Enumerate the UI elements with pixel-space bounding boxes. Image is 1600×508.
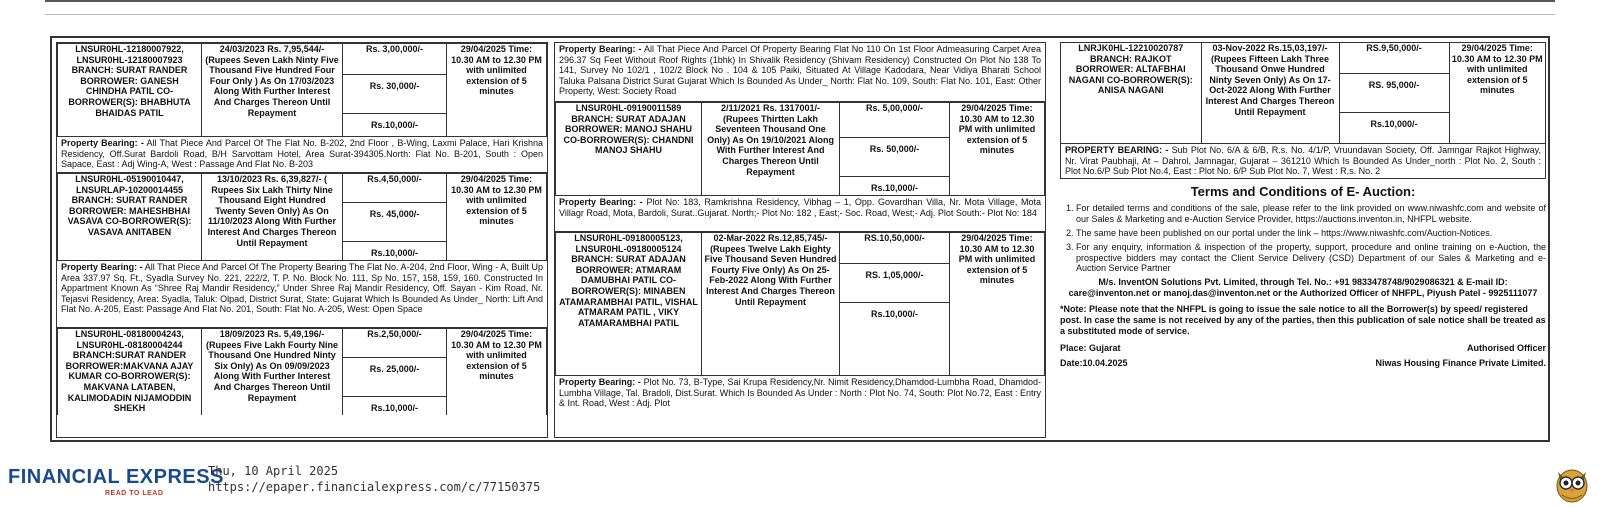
property-bearing-label: Property Bearing: -: [559, 377, 641, 387]
property-bearing-top: [555, 43, 1045, 102]
logo-tagline: READ TO LEAD: [105, 490, 164, 497]
bid-increment: Rs.10,000/-: [1370, 119, 1418, 129]
loan-row-5: [555, 232, 1045, 376]
amount-cell: [840, 233, 950, 376]
reserve-price: Rs.4,50,000/-: [343, 174, 446, 203]
company-name: Niwas Housing Finance Private Limited.: [1375, 357, 1546, 368]
loan-details: LNSUR0HL-08180004243, LNSUR0HL-08180004244 BRANCH:SURAT RANDER BORROWER:MAKVANA AJAY KUMAR CO-BORROWER(S): MAKVANA LATABEN, KALIMODADIN NIJAMODDIN SHEKH: [58, 329, 202, 416]
loan-block-6: [1060, 42, 1546, 179]
property-text: All That Piece And Parcel Of The Flat No. B-202, 2nd Floor , B-Wing, Laxmi Palace, Hari Krishna Residency, Off.Surat Bardoli Road, B/H Sarvottam Hotel, Area Surat-394305.North: Flat No. B-201, South : Open Sapace, East : Adj Wing-A, West : Passage And Flat No. B-203: [61, 138, 543, 170]
bid-increment: Rs.10,000/-: [370, 248, 419, 258]
property-bearing-1: [57, 137, 547, 173]
reserve-price: Rs. 3,00,000/-: [343, 44, 446, 75]
bid-increment: Rs.10,000/-: [370, 120, 419, 130]
loan-row-3: [57, 328, 547, 415]
contact-info: M/s. InventON Solutions Pvt. Limited, through Tel. No.: +91 9833478748/9029086321 & E-mail ID: care@inventon.net or manoj.das@inventon.net or the Authorized Officer of NHFPL, Piyush Patel - 9925111077: [1068, 277, 1538, 299]
auction-time: 29/04/2025 Time: 10.30 AM to 12.30 PM with unlimited extension of 5 minutes: [447, 329, 547, 416]
loan-row-1: [57, 43, 547, 137]
epaper-footer: [0, 460, 1600, 508]
amount-cell: [343, 329, 447, 416]
edition-date: Thu, 10 April 2025: [208, 464, 339, 478]
amount-cell: [1339, 43, 1449, 143]
emd: Rs. 30,000/-: [343, 75, 446, 114]
top-rule-thin: [45, 14, 1555, 15]
property-bearing-label: PROPERTY BEARING: -: [1065, 145, 1169, 155]
auction-time: 29/04/2025 Time: 10.30 AM to 12.30 PM with unlimited extension of 5 minutes: [447, 174, 547, 261]
demand-notice: 13/10/2023 Rs. 6,39,827/- ( Rupees Six Lakh Thirty Nine Thousand Eight Hundred Twenty Seven Only) As On 11/10/2023 Along With Further Interest And Charges Thereon Until Repayment: [202, 174, 343, 261]
signatory: Authorised Officer: [1466, 343, 1546, 354]
loan-details: LNSUR0HL-05190010447, LNSURLAP-10200014455 BRANCH: SURAT RANDER BORROWER: MAHESHBHAI VASAVA CO-BORROWER(S): VASAVA ANITABEN: [58, 174, 202, 261]
notice-date: Date:10.04.2025: [1060, 357, 1128, 368]
term-item: 3. For any enquiry, information & inspection of the property, support, procedure and online training on e-Auction, the prospective bidders may contact the Client Service Delivery (CSD) Department of our Sales & Marketing and e-Auction Service Partner: [1076, 242, 1546, 274]
emd: RS. 95,000/-: [1340, 74, 1449, 113]
emd: RS. 1,05,000/-: [840, 264, 949, 303]
auction-notice-frame: [50, 36, 1550, 442]
sign-row-2: [1060, 358, 1546, 369]
column-3: [1060, 42, 1546, 438]
owl-icon: [1552, 462, 1592, 504]
column-1: [56, 42, 548, 438]
sign-row-1: [1060, 343, 1546, 354]
loan-details: LNSUR0HL-09180005123, LNSUR0HL-09180005124 BRANCH: SURAT ADAJAN BORROWER: ATMARAM DAMUBHAI PATIL CO-BORROWER(S): MINABEN ATAMARAMBHAI PATIL, VISHAL ATMARAM PATIL , VIKY ATAMARAMBHAI PATIL: [556, 233, 702, 376]
amount-cell: [840, 103, 950, 196]
property-text: All That Piece And Parcel Of The Property Bearing The Flat No. A-204, 2nd Floor, Wing - A, Built Up Area 337.97 Sq. Ft., Syadla Survey No. 221, 222/2, T. P. No. Block No. 111, Sp No. 157, 158, 159, 160. Constructed In Appartment Known As “Shree Raj Mandir Residency,” Under Shree Raj Mandir Residency, Off. Sayan - Kim Road, Nr. Tejasvi Residency, Area: Syadla, Taluk: Olpad, District Surat, State: Gujarat Which Is Bounded As Under_ North: Lift And Flat No. A-205, East: Passage And Flat No. 201, South: Flat No. A-205, West: Open Space: [61, 262, 543, 315]
reserve-price: RS.9,50,000/-: [1340, 43, 1449, 74]
term-item: 1. For detailed terms and conditions of the sale, please refer to the link provided on www.niwashfc.com and website of our Sales & Marketing and e-Auction Service Provider, https://auctions.inventon.in, NHFPL website.: [1076, 203, 1546, 225]
property-bearing-6: [1061, 143, 1545, 178]
property-bearing-label: Property Bearing: -: [61, 138, 144, 148]
terms-title: Terms and Conditions of E- Auction:: [1190, 183, 1416, 199]
column-2: [554, 42, 1046, 438]
demand-notice: 24/03/2023 Rs. 7,95,544/- (Rupees Seven Lakh Ninty Five Thousand Five Hundred Four Four Only ) As On 17/03/2023 Along With Further Interest And Charges Thereon Until Repayment: [202, 44, 343, 137]
term-item: 2. The same have been published on our portal under the link – https://www.niwashfc.com/Auction-Notices.: [1076, 228, 1546, 239]
amount-cell: [343, 44, 447, 137]
property-bearing-label: Property Bearing: -: [559, 197, 643, 207]
demand-notice: 2/11/2021 Rs. 1317001/- (Rupees Thirtten Lakh Seventeen Thousand One Only) As On 19/10/2021 Along With Further Interest And Charges Thereon Until Repayment: [702, 103, 840, 196]
bid-increment: Rs.10,000/-: [870, 183, 919, 193]
property-text: Plot No. 73, B-Type, Sai Krupa Residency,Nr. Nimit Residency,Dhamdod-Lumbha Road, Dhamdod-Lumbha Village, Tal. Bradoli, Dist.Surat. Which Is Bounded As Under : North : Plot No. 74, South: Plot No.72, East : Entry & Int. Road, West : Adj. Plot: [559, 377, 1041, 409]
loan-row-4: [555, 102, 1045, 196]
reserve-price: Rs.2,50,000/-: [343, 329, 446, 358]
epaper-url[interactable]: https://epaper.financialexpress.com/c/77150375: [208, 480, 541, 494]
service-note: *Note: Please note that the NHFPL is going to issue the sale notice to all the Borrower(s) by speed/ registered post. In case the same is not received by any of the parties, then this publication of sale notice shall be treated as a substituted mode of service.: [1060, 304, 1546, 337]
property-bearing-4: [555, 196, 1045, 232]
reserve-price: RS.10,50,000/-: [840, 233, 949, 264]
terms-list: [1060, 203, 1546, 274]
emd: Rs. 25,000/-: [343, 358, 446, 397]
emd: Rs. 45,000/-: [343, 203, 446, 242]
loan-row-2: [57, 173, 547, 261]
loan-details: LNSUR0HL-12180007922, LNSUR0HL-12180007923 BRANCH: SURAT RANDER BORROWER: GANESH CHINDHA PATIL CO-BORROWER(S): BHABHUTA BHAIDAS PATIL: [58, 44, 202, 137]
demand-notice: 02-Mar-2022 Rs.12,85,745/- (Rupees Twelve Lakh Eighty Five Thousand Seven Hundred Fourty Five Only) As On 25-Feb-2022 Along With Further Interest And Charges Thereon Until Repayment: [702, 233, 840, 376]
auction-time: 29/04/2025 Time: 10.30 AM to 12.30 PM with unlimited extension of 5 minutes: [447, 44, 547, 137]
bid-increment: Rs.10,000/-: [370, 403, 419, 413]
property-text: All That Piece And Parcel Of Property Bearing Flat No 110 On 1st Floor Admeasuring Carpet Area 296.37 Sq Feet Without Roof Rights (1bhk) In Shivalik Residency (Shivam Residency) Constructed On Plot No 138 To 141, Survey No 102/1 , 102/2 Block No . 104 & 105 Paiki, Situated At Village Kadodara, Near Vidiya Bharati School Taluka Palsana District Surat Gujarat Which Is Bounded As Under_ North: Flat No. 109, South: Flat No. 101, East: Other Property, West: Society Road: [559, 44, 1041, 97]
property-bearing-label: Property Bearing: -: [559, 44, 642, 54]
amount-cell: [343, 174, 447, 261]
property-text: Plot No: 183, Ramkrishna Residency, Vibhag – 1, Opp. Govardhan Villa, Nr. Mota Village, Mota Villagr Road, Mota, Bardoli, Surat..Gujarat. North;- Plot No: 182 , East;- Soc. Road, West;- Adj. Plot South:- Plot No: 184: [559, 197, 1041, 218]
loan-row-6: [1061, 43, 1545, 143]
loan-details: LNSUR0HL-09190011589 BRANCH: SURAT ADAJAN BORROWER: MANOJ SHAHU CO-BORROWER(S): CHANDNI MANOJ SHAHU: [556, 103, 702, 196]
loan-details: LNRJK0HL-12210020787 BRANCH: RAJKOT BORROWER: ALTAFBHAI NAGANI CO-BORROWER(S): ANISA NAGANI: [1061, 43, 1201, 143]
demand-notice: 03-Nov-2022 Rs.15,03,197/- (Rupees Fifteen Lakh Three Thousand Onwe Hundred Ninty Seven Only) As On 17-Oct-2022 Along With Further Interest And Charges Thereon Until Repayment: [1201, 43, 1339, 143]
property-bearing-label: Property Bearing: -: [61, 262, 143, 272]
property-bearing-2: [57, 261, 547, 328]
top-rule: [45, 0, 1555, 2]
reserve-price: Rs. 5,00,000/-: [840, 103, 949, 138]
property-text: Sub Plot No. 6/A & 6/B, R.s. No. 4/1/P, Vruundavan Society, Off. Jamngar Rajkot Highway, Nr. Virat Paubhaji, At – Dahrol, Jamnagar, Gujarat – 361210 Which Is Bounded As Under_north : Plot No. 2, South : Plot No.6/P Sub Plot No.4, East : Plot No. 6/P Sub Plot No. 7, West : R.s. No. 2: [1065, 145, 1541, 177]
bid-increment: Rs.10,000/-: [870, 309, 919, 319]
demand-notice: 18/09/2023 Rs. 5,49,196/- (Rupees Five Lakh Fourty Nine Thousand One Hundred Ninty Six Only) As On 09/09/2023 Along With Further Interest And Charges Thereon Until Repayment: [202, 329, 343, 416]
place: Place: Gujarat: [1060, 343, 1121, 354]
auction-time: 29/04/2025 Time: 10.30 AM to 12.30 PM with unlimited extension of 5 minutes: [950, 103, 1045, 196]
financial-express-logo[interactable]: FINANCIAL EXPRESS: [8, 466, 224, 488]
emd: Rs. 50,000/-: [840, 138, 949, 177]
property-bearing-5: [555, 376, 1045, 410]
auction-time: 29/04/2025 Time: 10.30 AM to 12.30 PM with unlimited extension of 5 minutes: [1449, 43, 1545, 143]
auction-time: 29/04/2025 Time: 10.30 AM to 12.30 PM with unlimited extension of 5 minutes: [950, 233, 1045, 376]
